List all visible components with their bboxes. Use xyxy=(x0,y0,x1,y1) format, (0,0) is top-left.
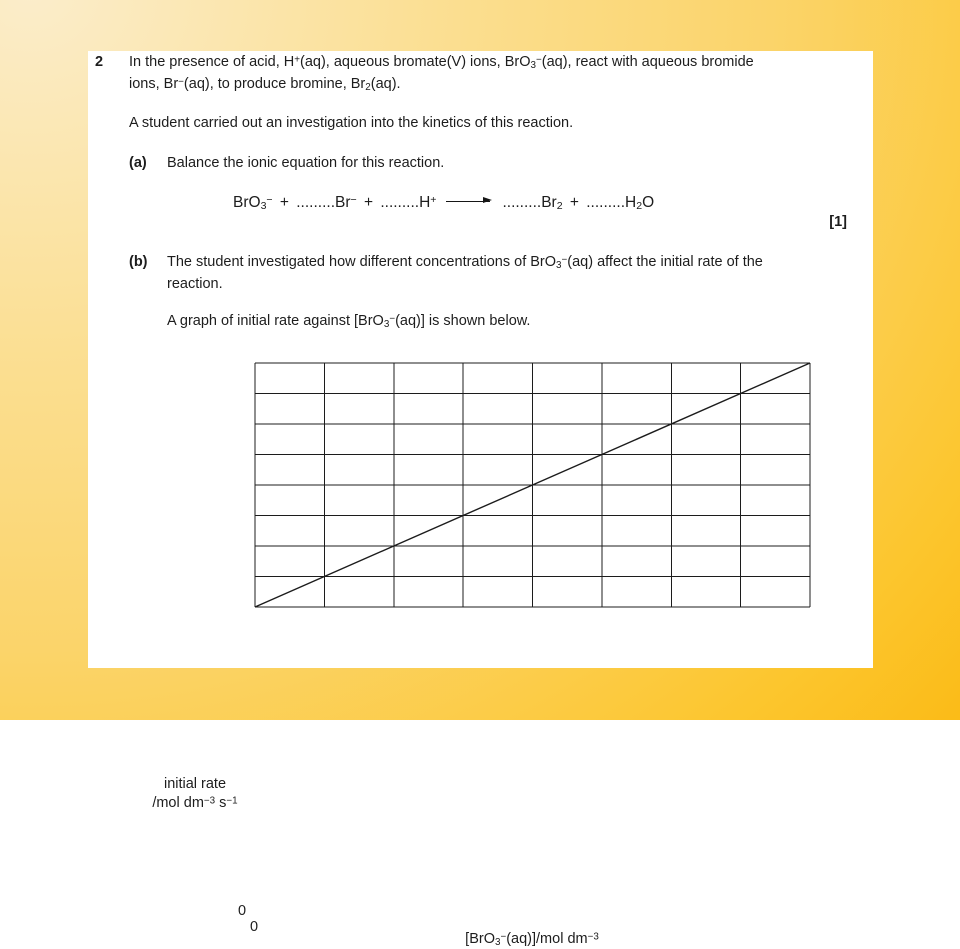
graph-intro-sentence: A graph of initial rate against [BrO$_3$−(aq)] is shown below. xyxy=(167,313,531,330)
part-b-text-line-2: reaction. xyxy=(167,276,223,292)
part-a-label: (a) xyxy=(129,155,147,171)
y-axis-label-line-2: /mol $dm^{-3}$ $s^{-1}$ xyxy=(152,794,238,811)
x-axis-zero-label: 0 xyxy=(250,919,259,935)
equation-left-side: BrO$_3$− + .........Br− + .........H+ xyxy=(233,194,437,212)
question-number: 2 xyxy=(95,54,104,70)
part-b-text-line-1: The student investigated how different concentrations of BrO$_3$−(aq) affect the initial rate of the xyxy=(167,254,763,271)
equation-right-side: $.........Br_2 + .........H_2O$ xyxy=(502,194,655,212)
x-axis-label: [BrO$_3$−(aq)]/mol $dm^{-3}$ xyxy=(465,931,599,948)
reaction-arrow-icon xyxy=(446,201,490,202)
part-a-text: Balance the ionic equation for this reaction. xyxy=(167,155,445,171)
rate-vs-concentration-graph xyxy=(88,363,873,948)
ionic-equation xyxy=(233,191,654,214)
part-b-label: (b) xyxy=(129,254,148,270)
y-axis-label-line-1: initial rate xyxy=(163,776,227,792)
y-axis-zero-label: 0 xyxy=(238,903,247,919)
y-axis-label xyxy=(115,775,275,812)
kinetics-sentence: A student carried out an investigation into the kinetics of this reaction. xyxy=(129,115,574,131)
question-intro xyxy=(129,51,754,95)
exam-page xyxy=(88,51,873,948)
graph-plot xyxy=(255,363,810,607)
part-b-text xyxy=(167,251,763,295)
question-intro-line-2: ions, Br−(aq), to produce bromine, $Br_2(aq)$. xyxy=(129,76,401,93)
question-intro-line-1: In the presence of acid, H+(aq), aqueous bromate(V) ions, BrO$_3$−(aq), react with aqueous bromide xyxy=(129,54,754,71)
mark-allocation-badge: [1] xyxy=(829,214,847,230)
